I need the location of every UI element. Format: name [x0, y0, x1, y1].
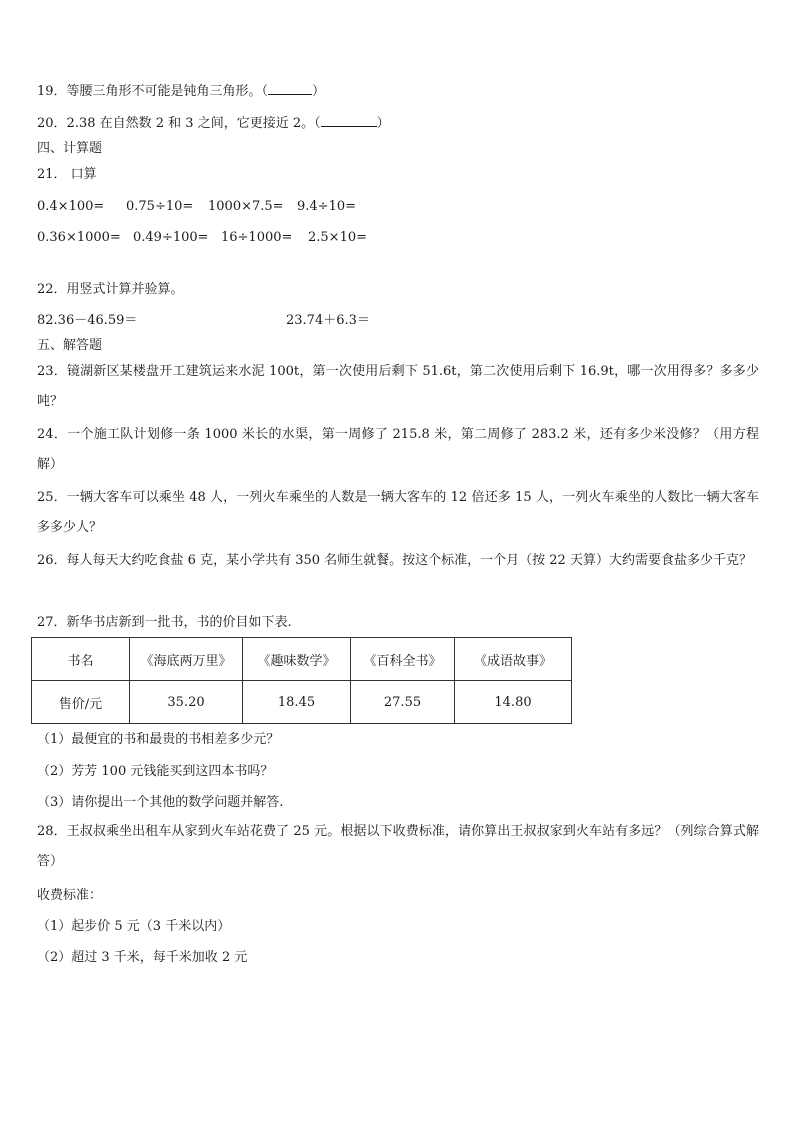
table-cell: 35.20 — [130, 681, 243, 724]
table-cell: 《海底两万里》 — [130, 638, 243, 681]
question-27-sub-2: （2）芳芳 100 元钱能买到这四本书吗？ — [37, 764, 274, 779]
vertical-calc-expr-1: 82.36－46.59＝ — [37, 313, 138, 328]
question-20-text: 20．2.38 在自然数 2 和 3 之间，它更接近 2。（ — [37, 116, 321, 131]
answer-blank-19[interactable] — [268, 82, 312, 95]
oral-calc-item: 1000×7.5= — [208, 199, 284, 214]
oral-calc-item: 0.36×1000= — [37, 230, 121, 245]
table-cell: 18.45 — [243, 681, 351, 724]
question-19-close: ） — [312, 84, 326, 99]
question-26: 26．每人每天大约吃食盐 6 克，某小学共有 350 名师生就餐。按这个标准，一个月（按 22 天算）大约需要食盐多少千克？ — [37, 553, 752, 568]
section-calculation-heading: 四、计算题 — [37, 141, 103, 156]
question-27-sub-3: （3）请你提出一个其他的数学问题并解答. — [37, 795, 284, 810]
fare-rule-1: （1）起步价 5 元（3 千米以内） — [37, 919, 231, 934]
table-cell: 14.80 — [455, 681, 572, 724]
answer-blank-20[interactable] — [321, 114, 377, 127]
question-19-text: 19．等腰三角形不可能是钝角三角形。（ — [37, 84, 269, 99]
question-21-title: 21． 口算 — [37, 167, 97, 182]
question-20 — [37, 114, 390, 133]
oral-calc-item: 0.75÷10= — [126, 199, 194, 214]
question-19 — [37, 82, 325, 101]
question-25: 25．一辆大客车可以乘坐 48 人，一列火车乘坐的人数是一辆大客车的 12 倍还多 15 人，一列火车乘坐的人数比一辆大客车多多少人？ — [37, 490, 759, 535]
section-solve-heading: 五、解答题 — [37, 338, 103, 353]
oral-calc-item: 0.49÷100= — [133, 230, 209, 245]
question-27-title: 27．新华书店新到一批书，书的价目如下表. — [37, 615, 292, 630]
table-cell: 《趣味数学》 — [243, 638, 351, 681]
oral-calc-item: 0.4×100= — [37, 199, 105, 214]
question-27-sub-1: （1）最便宜的书和最贵的书相差多少元？ — [37, 732, 280, 747]
question-28: 28．王叔叔乘坐出租车从家到火车站花费了 25 元。根据以下收费标准，请你算出王叔叔家到火车站有多远？（列综合算式解答） — [37, 824, 759, 869]
oral-calc-item: 9.4÷10= — [297, 199, 357, 214]
table-cell: 《百科全书》 — [351, 638, 455, 681]
table-header-row — [32, 638, 572, 681]
table-cell: 书名 — [32, 638, 130, 681]
vertical-calc-expr-2: 23.74＋6.3＝ — [286, 313, 370, 328]
question-22-title: 22．用竖式计算并验算。 — [37, 282, 184, 297]
book-price-table — [31, 637, 572, 724]
table-row — [32, 681, 572, 724]
fare-standard-label: 收费标准： — [37, 888, 103, 903]
question-24: 24．一个施工队计划修一条 1000 米长的水渠，第一周修了 215.8 米，第二周修了 283.2 米，还有多少米没修？（用方程解） — [37, 427, 759, 472]
fare-rule-2: （2）超过 3 千米，每千米加收 2 元 — [37, 950, 248, 965]
table-cell: 《成语故事》 — [455, 638, 572, 681]
question-23: 23．镜湖新区某楼盘开工建筑运来水泥 100t，第一次使用后剩下 51.6t，第二次使用后剩下 16.9t，哪一次用得多？多多少吨？ — [37, 364, 759, 409]
oral-calc-item: 16÷1000= — [221, 230, 293, 245]
table-cell: 售价/元 — [32, 681, 130, 724]
oral-calc-item: 2.5×10= — [308, 230, 368, 245]
table-cell: 27.55 — [351, 681, 455, 724]
question-20-close: ） — [376, 116, 390, 131]
